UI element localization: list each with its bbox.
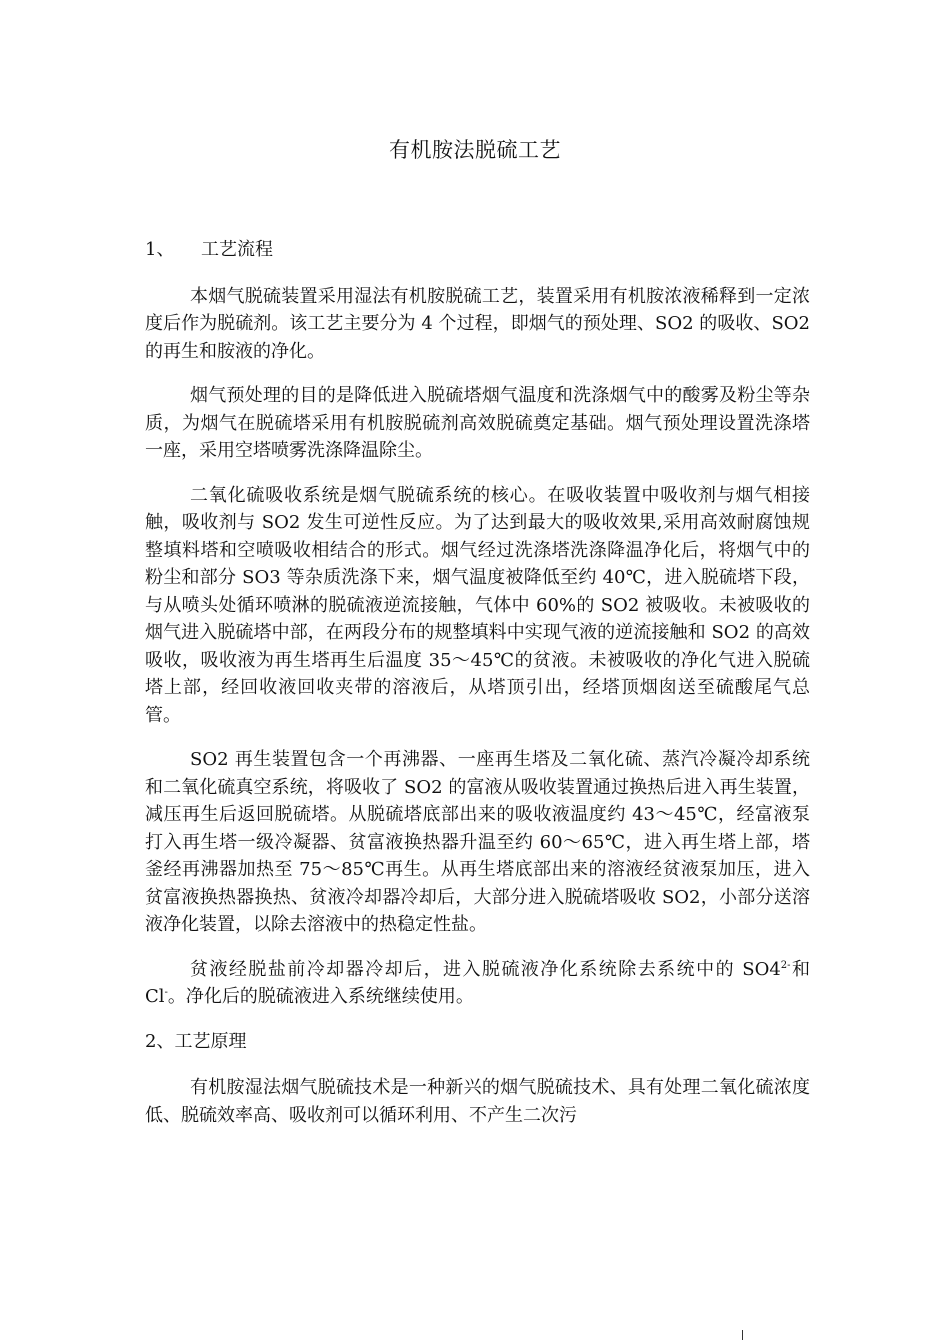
section-heading-process-flow — [145, 236, 810, 264]
section-title: 工艺流程 — [201, 239, 273, 260]
section-heading-process-principle — [145, 1028, 810, 1056]
document-title: 有机胺法脱硫工艺 — [389, 138, 561, 162]
paragraph-text: 。净化后的脱硫液进入系统继续使用。 — [167, 986, 474, 1007]
section-title: 工艺原理 — [174, 1030, 247, 1052]
superscript: 2- — [780, 959, 791, 971]
paragraph: 二氧化硫吸收系统是烟气脱硫系统的核心。在吸收装置中吸收剂与烟气相接触，吸收剂与 SO2 发生可逆性反应。为了达到最大的吸收效果,采用高效耐腐蚀规整填料塔和空喷吸收相结合的形式。烟气经过洗涤塔洗涤降温净化后，将烟气中的粉尘和部分 SO3 等杂质洗涤下来，烟气温度被降低至约 40℃，进入脱硫塔下段，与从喷头处循环喷淋的脱硫液逆流接触，气体中 60%的 SO2 被吸收。未被吸收的烟气进入脱硫塔中部，在两段分布的规整填料中实现气液的逆流接触和 SO2 的高效吸收，吸收液为再生塔再生后温度 35～45℃的贫液。未被吸收的净化气进入脱硫塔上部，经回收液回收夹带的溶液后，从塔顶引出，经塔顶烟囱送至硫酸尾气总管。 — [145, 484, 810, 726]
paragraph-text: 贫液经脱盐前冷却器冷却后，进入脱硫液净化系统除去系统中的 SO4 — [190, 958, 781, 980]
paragraph-desalting — [145, 956, 810, 1011]
paragraph-text: 和 Cl — [145, 958, 810, 1007]
page-footer-mark — [742, 1330, 743, 1340]
section-number: 1、 — [145, 239, 175, 260]
paragraph: 本烟气脱硫装置采用湿法有机胺脱硫工艺，装置采用有机胺浓液稀释到一定浓度后作为脱硫剂。该工艺主要分为 4 个过程，即烟气的预处理、SO2 的吸收、SO2 的再生和胺液的净化。 — [145, 285, 810, 362]
superscript: - — [164, 987, 168, 998]
section-number: 2、 — [145, 1030, 175, 1052]
document-body — [145, 236, 810, 1146]
paragraph: 有机胺湿法烟气脱硫技术是一种新兴的烟气脱硫技术、具有处理二氧化硫浓度低、脱硫效率高、吸收剂可以循环利用、不产生二次污 — [145, 1077, 810, 1126]
paragraph: SO2 再生装置包含一个再沸器、一座再生塔及二氧化硫、蒸汽冷凝冷却系统和二氧化硫真空系统，将吸收了 SO2 的富液从吸收装置通过换热后进入再生装置，减压再生后返回脱硫塔。从脱硫塔底部出来的吸收液温度约 43～45℃，经富液泵打入再生塔一级冷凝器、贫富液换热器升温至约 60～65℃，进入再生塔上部，塔釜经再沸器加热至 75～85℃再生。从再生塔底部出来的溶液经贫液泵加压，进入贫富液换热器换热、贫液冷却器冷却后，大部分进入脱硫塔吸收 SO2，小部分送溶液净化装置，以除去溶液中的热稳定性盐。 — [145, 749, 810, 935]
paragraph: 烟气预处理的目的是降低进入脱硫塔烟气温度和洗涤烟气中的酸雾及粉尘等杂质，为烟气在脱硫塔采用有机胺脱硫剂高效脱硫奠定基础。烟气预处理设置洗涤塔一座，采用空塔喷雾洗涤降温除尘。 — [145, 385, 810, 461]
